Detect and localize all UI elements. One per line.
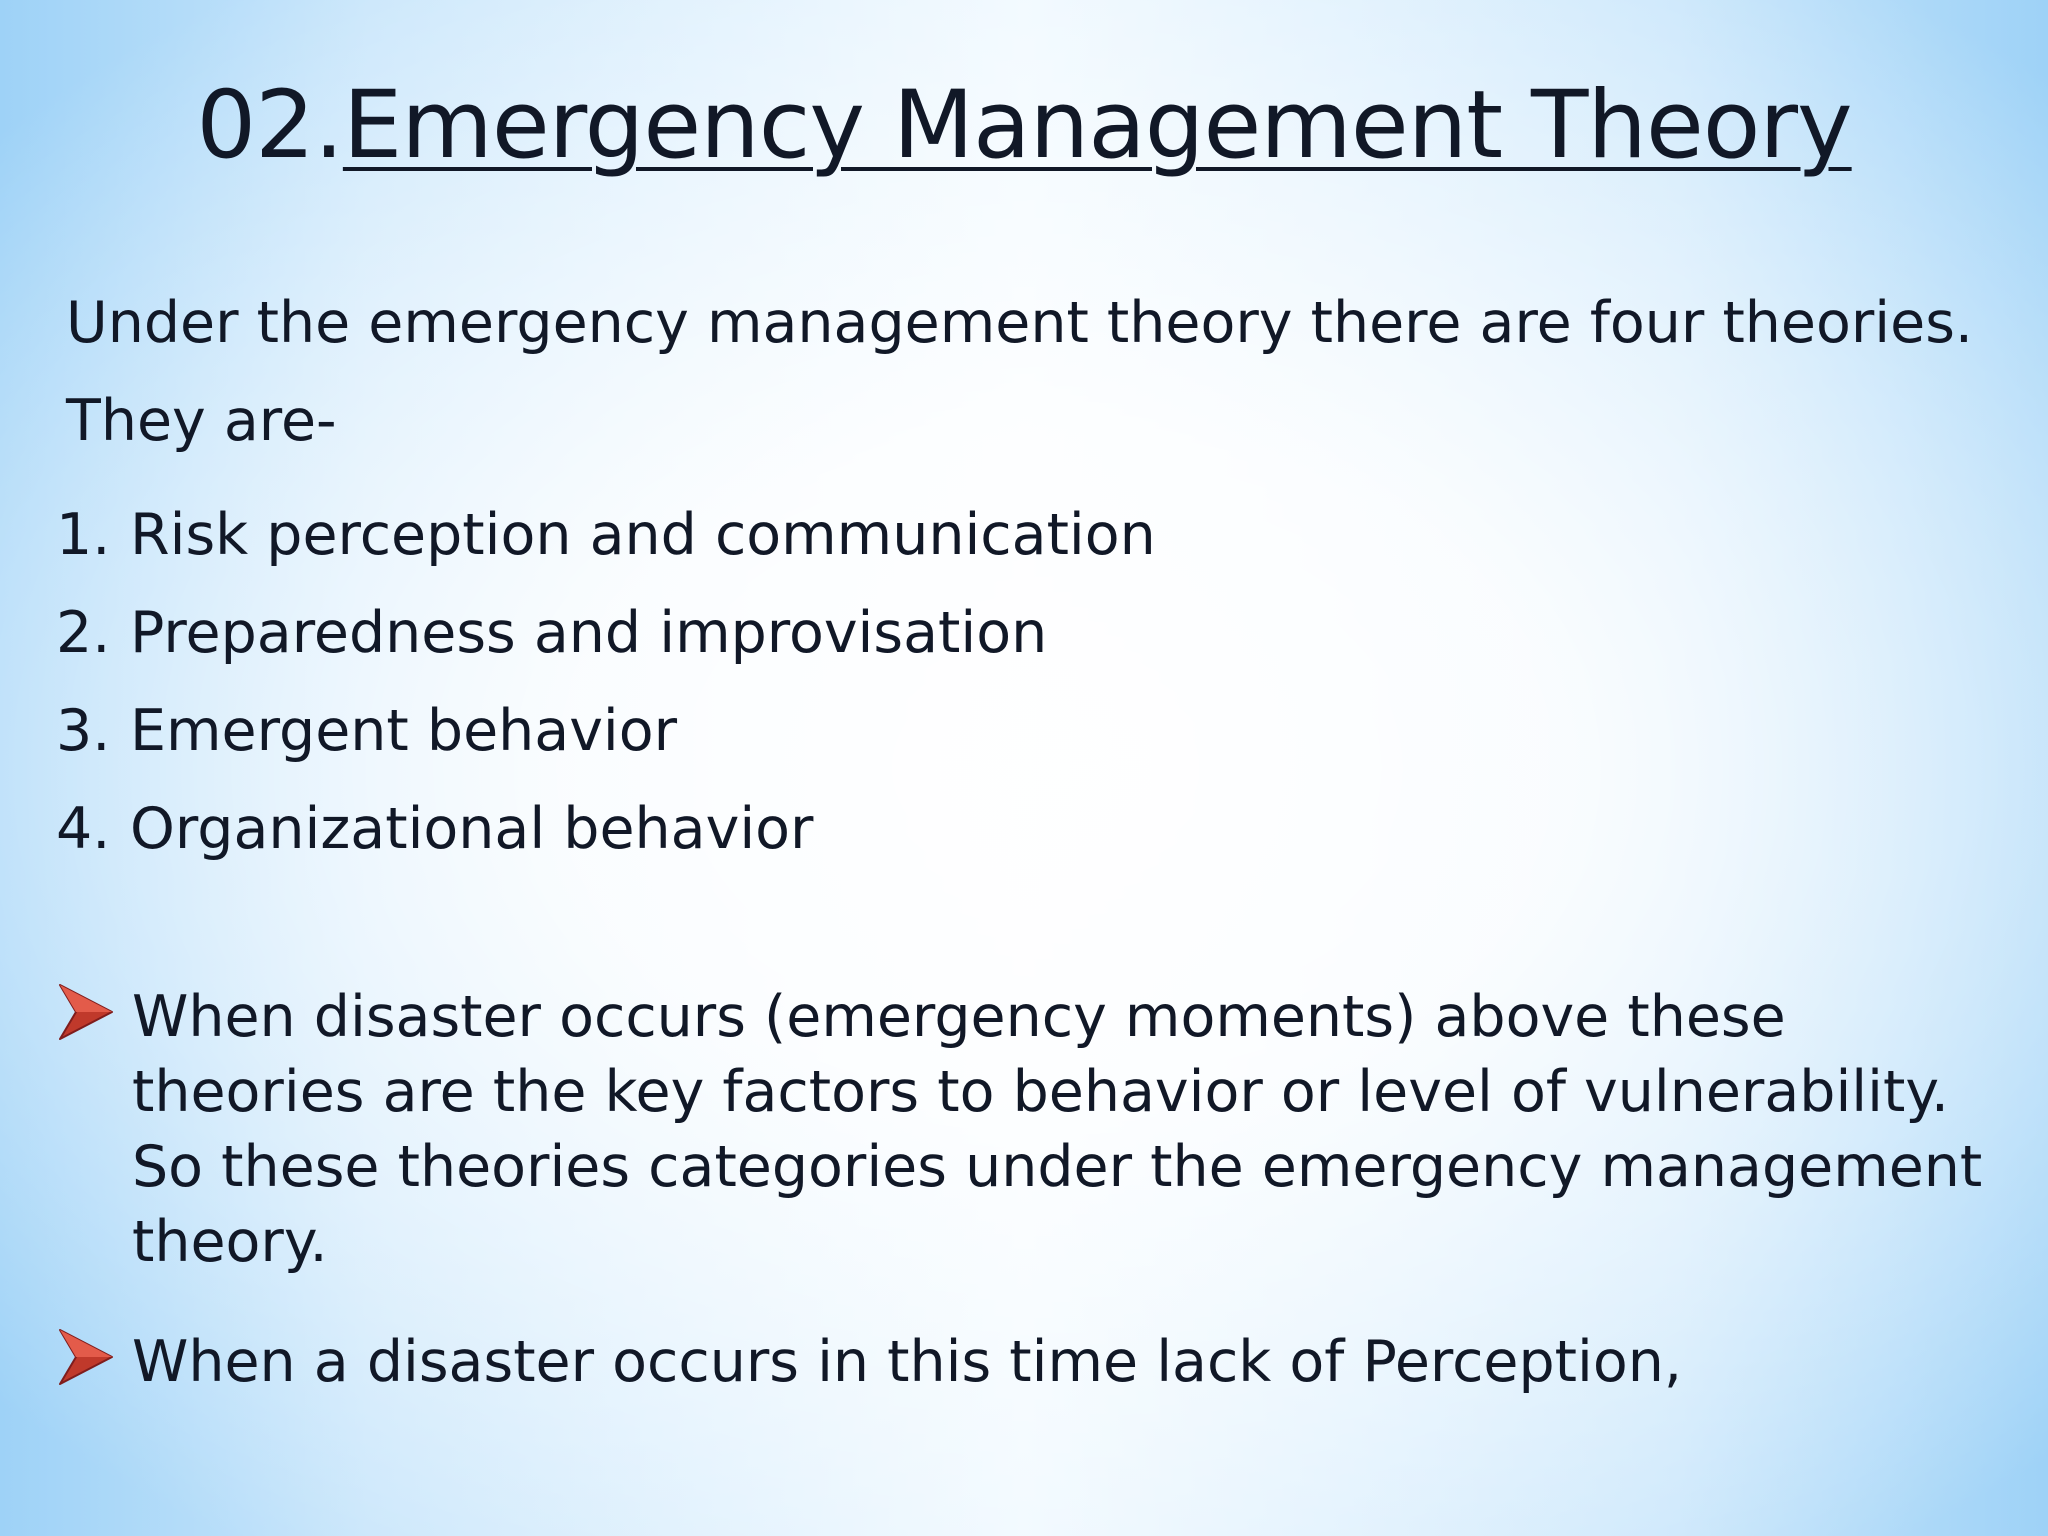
theory-number: 4.: [56, 796, 111, 862]
title-text: Emergency Management Theory: [342, 71, 1852, 180]
bullet-text: When disaster occurs (emergency moments) above these theories are the key factors to behavior or level of vulnerability. So these theories categories under the emergency management theory.: [132, 984, 1983, 1275]
intro-line: Under the emergency management theory there are four theories.: [66, 290, 1974, 356]
bullet-point: [58, 1325, 1998, 1400]
theory-list: [56, 486, 1156, 878]
list-item: [56, 486, 1156, 584]
theory-number: 1.: [56, 502, 111, 568]
theory-label: Preparedness and improvisation: [130, 600, 1048, 666]
theory-label: Risk perception and communication: [130, 502, 1156, 568]
bullet-point: [58, 980, 1998, 1280]
title-number: 02.: [196, 71, 343, 180]
list-item: [56, 584, 1156, 682]
theory-label: Emergent behavior: [130, 698, 678, 764]
list-item: [56, 682, 1156, 780]
theory-number: 3.: [56, 698, 111, 764]
list-item: [56, 780, 1156, 878]
intro-line: They are-: [66, 388, 337, 454]
theory-label: Organizational behavior: [130, 796, 814, 862]
slide-title: [0, 66, 2048, 186]
arrow-icon: [58, 1327, 114, 1387]
theory-number: 2.: [56, 600, 111, 666]
arrow-icon: [58, 982, 114, 1042]
bullet-text: When a disaster occurs in this time lack of Perception,: [132, 1329, 1682, 1395]
